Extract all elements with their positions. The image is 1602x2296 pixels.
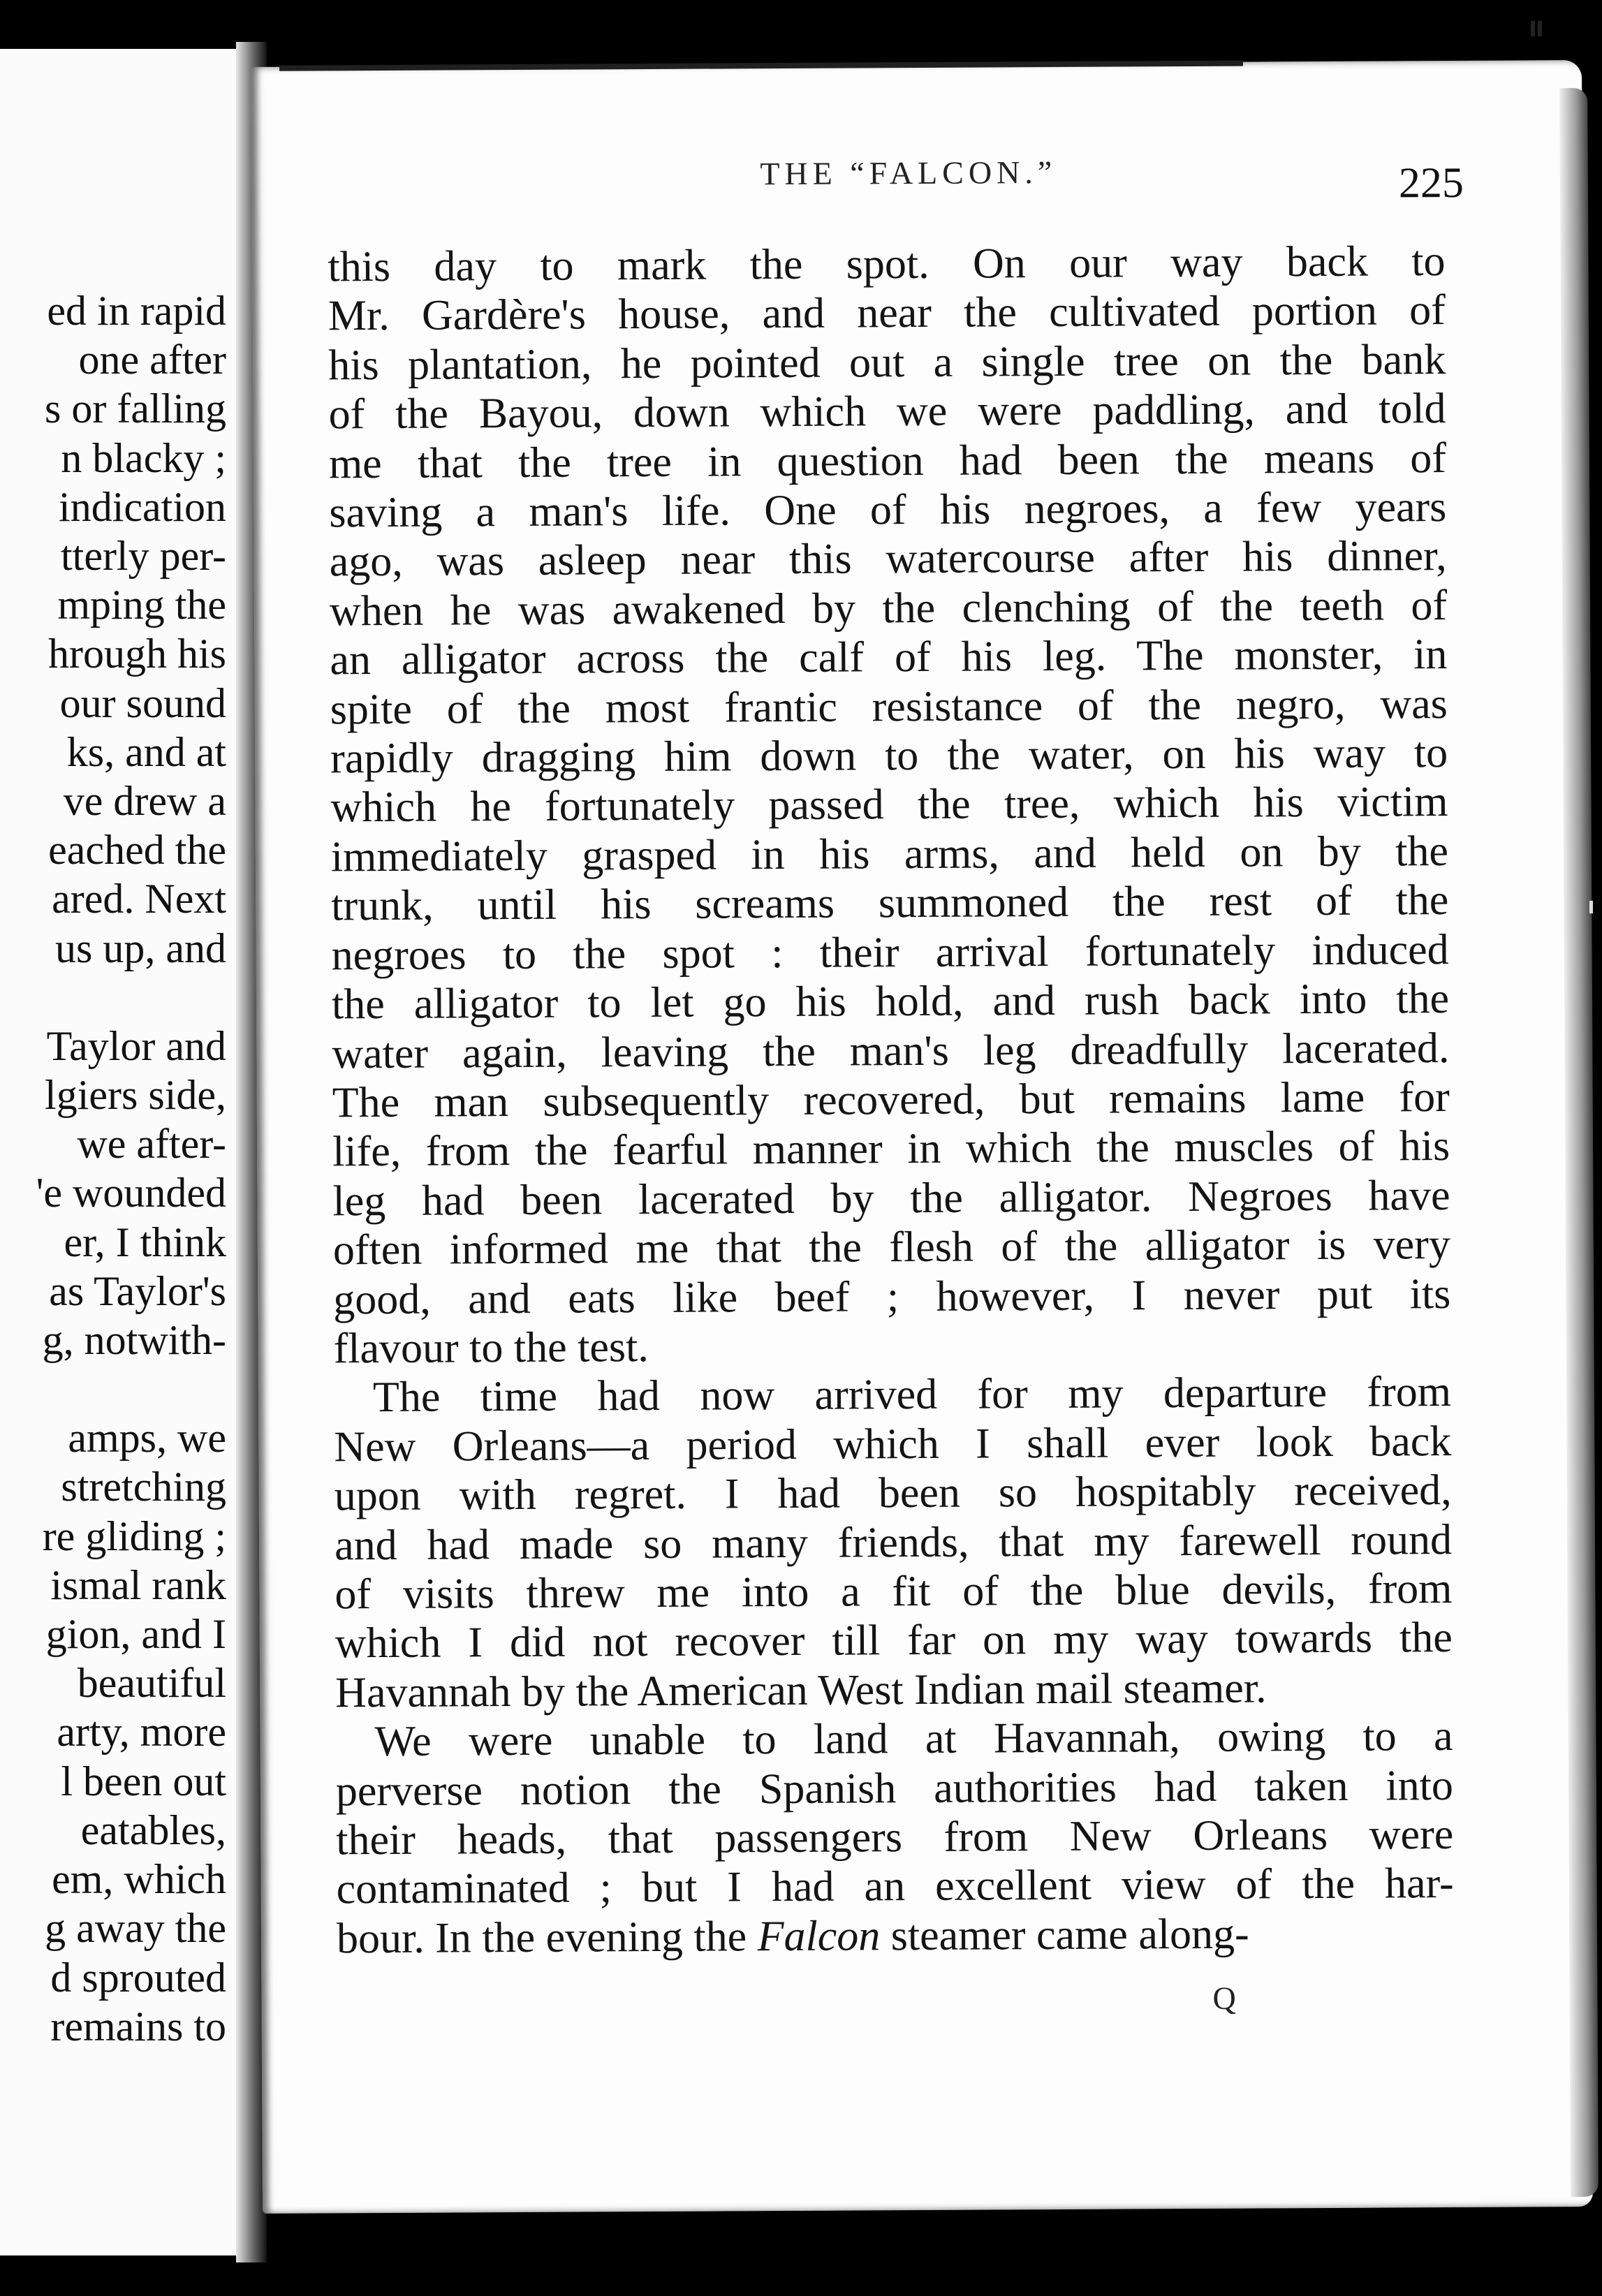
left-text-line: ismal rank [50,1561,226,1608]
ship-name: Falcon [757,1912,881,1961]
text-line: this day to mark the spot. On our way back to [328,237,1446,291]
left-text-line: mping the [57,582,226,628]
text-line: New Orleans—a period which I shall ever look back [334,1417,1452,1471]
signature-mark: Q [1212,1980,1236,2016]
left-text-line: amps, we [68,1415,226,1462]
left-text-line: beautiful [77,1660,226,1707]
scan-speck [1538,21,1542,36]
body-text [328,237,1454,1964]
text-line: and had made so many friends, that my farewell round [334,1515,1453,1569]
paragraph-gap [36,973,226,1022]
paragraph-gap [36,1364,226,1413]
text-line: upon with regret. I had been so hospitably received, [334,1466,1452,1520]
text-line: which he fortunately passed the tree, which his victim [330,778,1448,832]
text-line: rapidly dragging him down to the water, on his way to [330,729,1448,783]
left-text-line: ks, and at [66,728,226,775]
left-text-line: as Taylor's [49,1267,226,1314]
left-text-line: er, I think [64,1219,226,1265]
page-top-shadow [279,61,1243,71]
text-line: ago, was asleep near this watercourse after his dinner, [329,532,1447,586]
left-text-line: stretching [61,1464,226,1510]
left-text-line: one after [78,337,226,383]
left-text-line: n blacky ; [61,434,226,481]
text-line: saving a man's life. One of his negroes, a few years [329,483,1447,537]
left-text-line: g, notwith- [42,1317,226,1364]
text-line: water again, leaving the man's leg dreadfully lacerated. [332,1024,1450,1077]
text-line: which I did not recover till far on my way towards the [335,1614,1453,1668]
text-line: often informed me that the flesh of the alligator is very [332,1221,1451,1274]
text-line: of visits threw me into a fit of the blue devils, from [335,1564,1453,1619]
text-line: immediately grasped in his arms, and held on by the [330,827,1449,881]
left-text-line: lgiers side, [45,1072,226,1119]
text-line [337,1908,1454,1964]
left-facing-page [0,49,260,2255]
left-text-line: eatables, [80,1806,226,1853]
left-text-line: g away the [45,1905,226,1952]
left-text-line: ve drew a [63,778,226,825]
left-text-line: 'e wounded [36,1170,226,1216]
scan-speck [1589,901,1593,913]
running-head: THE “FALCON.” [760,154,1057,192]
text-line: me that the tree in question had been the means of [328,434,1447,488]
left-text-line: Taylor and [46,1022,226,1069]
text-fragment: bour. In the evening the [336,1913,758,1963]
text-line: spite of the most frantic resistance of the negro, was [330,679,1448,734]
left-text-line: tterly per- [60,533,226,580]
text-line: trunk, until his screams summoned the rest of the [331,876,1449,930]
text-line: their heads, that passengers from New Orleans were [336,1811,1454,1864]
left-text-line: hrough his [48,631,226,677]
scan-speck [1531,21,1535,36]
left-text-line: we after- [77,1121,226,1168]
left-text-line: ed in rapid [47,288,226,334]
left-text-line: indication [59,483,226,530]
right-page [251,60,1593,2214]
left-text-line: arty, more [57,1709,226,1756]
text-line: Mr. Gardère's house, and near the cultivated portion of [328,286,1446,340]
text-line: contaminated ; but I had an excellent view of the har- [336,1860,1454,1913]
text-line: negroes to the spot : their arrival fortunately induced [331,925,1449,980]
left-text-line: remains to [50,2003,226,2050]
text-line: the alligator to let go his hold, and rush back into the [331,975,1450,1029]
text-line: flavour to the test. [333,1323,649,1373]
left-text-line: re gliding ; [42,1513,226,1559]
left-text-line: d sprouted [50,1954,226,2001]
text-line: The man subsequently recovered, but remains lame for [332,1073,1450,1127]
text-line: We were unable to land at Havannah, owing to a [374,1712,1453,1766]
text-line: Havannah by the American West Indian mail steamer. [335,1664,1267,1717]
left-text-line: s or falling [45,385,226,432]
left-text-line: eached the [48,827,226,874]
left-text-line: ared. Next [52,876,226,922]
text-line: The time had now arrived for my departure from [372,1368,1452,1422]
left-text-line: em, which [52,1856,226,1903]
text-line: an alligator across the calf of his leg. The monster, in [330,631,1448,684]
text-fragment: steamer came along- [880,1910,1249,1960]
text-line: leg had been lacerated by the alligator. Negroes have [332,1171,1450,1226]
page-edge [1559,88,1599,2197]
text-line: of the Bayou, down which we were paddling, and told [328,385,1446,439]
text-line: good, and eats like beef ; however, I never put its [333,1270,1451,1323]
left-page-text [36,286,226,2051]
text-line: life, from the fearful manner in which the muscles of his [332,1122,1450,1176]
left-text-line: l been out [61,1758,226,1804]
page-number: 225 [1398,159,1464,207]
text-line: perverse notion the Spanish authorities had taken into [335,1761,1454,1815]
left-text-line: our sound [59,679,226,726]
left-text-line: us up, and [55,925,226,971]
text-line: his plantation, he pointed out a single tree on the bank [328,335,1446,390]
text-line: when he was awakened by the clenching of the teeth of [329,581,1448,635]
left-text-line: gion, and I [45,1611,226,1658]
